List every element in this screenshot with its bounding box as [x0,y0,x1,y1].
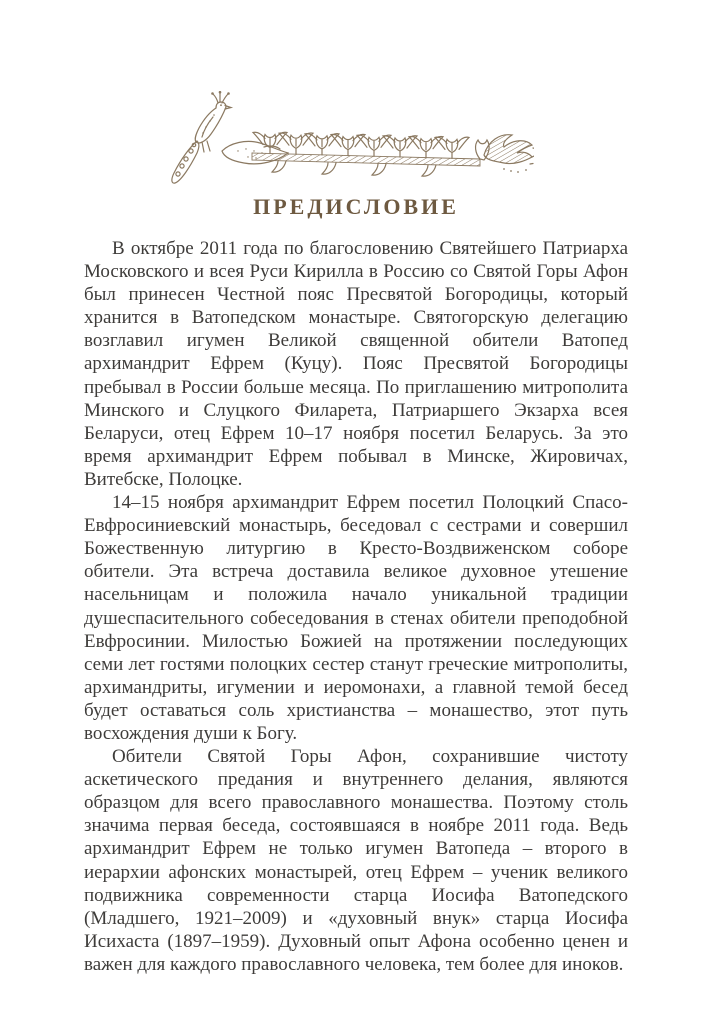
paragraph-3: Обители Святой Горы Афон, сохранившие чистоту аскетического предания и внутреннего делания, являются образцом для всего православного монашества. Поэтому столь значима первая беседа, состоявшаяся в ноябре 2011 года. Ведь архимандрит Ефрем не только игумен Ватопеда – второго в иерархии афонских монастырей, отец Ефрем – ученик великого подвижника современности старца Иосифа Ватопедского (Младшего, 1921–2009) и «духовный внук» старца Иосифа Исихаста (1897–1959). Духовный опыт Афона особенно ценен и важен для каждого православного человека, тем более для иноков. [84,746,628,975]
body-text [84,237,628,976]
peacock-floral-ornament-icon [166,91,534,189]
paragraph-1: В октябре 2011 года по благословению Святейшего Патриарха Московского и всея Руси Кирилла в Россию со Святой Горы Афон был принесен Честной пояс Пресвятой Богородицы, который хранится в Ватопедском монастыре. Святогорскую делегацию возглавил игумен Великой священной обители Ватопед архимандрит Ефрем (Куцу). Пояс Пресвятой Богородицы пребывал в России больше месяца. По приглашению митрополита Минского и Слуцкого Филарета, Патриаршего Экзарха всея Беларуси, отец Ефрем 10–17 ноября посетил Беларусь. За это время архимандрит Ефрем побывал в Минске, Жировичах, Витебске, Полоцке. [84,238,628,490]
page-title: ПРЕДИСЛОВИЕ [253,194,459,219]
paragraph-2: 14–15 ноября архимандрит Ефрем посетил Полоцкий Спасо-Евфросиниевский монастырь, беседовал с сестрами и совершил Божественную литургию в Кресто-Воздвиженском соборе обители. Эта встреча доставила великое духовное утешение насельницам и положила начало уникальной традиции душеспасительного собеседования в стенах обители преподобной Евфросинии. Милостью Божией на протяжении последующих семи лет гостями полоцких сестер станут греческие митрополиты, архимандриты, игумении и иеромонахи, а главной темой бесед будет оставаться соль христианства – монашество, этот путь восхождения души к Богу. [84,492,628,744]
